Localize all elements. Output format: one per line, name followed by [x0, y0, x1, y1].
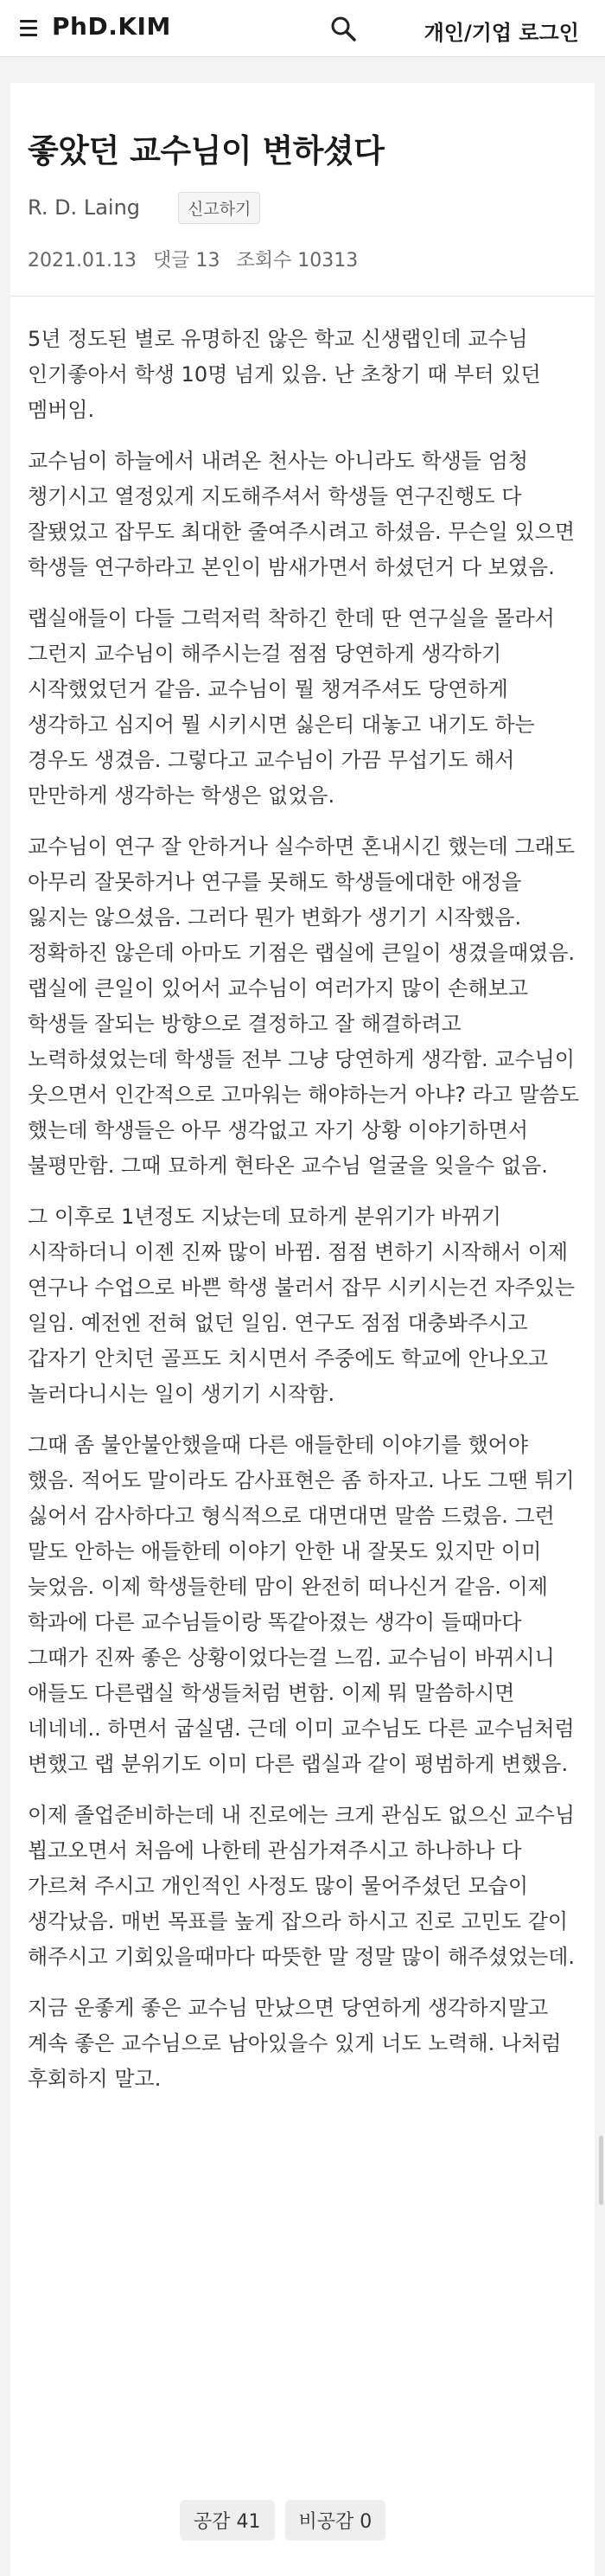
post-paragraph: 이제 졸업준비하는데 내 진로에는 크게 관심도 없으신 교수님 뵙고오면서 처음에 나한테 관심가져주시고 하나하나 다 가르쳐 주시고 개인적인 사정도 많이 물어주셨던 모습이 생각났음. 매번 목표를 높게 잡으라 하시고 진로 고민도 같이 해주시고 기회있을때마다 따뜻한 말 정말 많이 해주셨었는데. — [28, 1803, 576, 1969]
site-logo[interactable]: PhD.KIM — [52, 12, 171, 41]
post-paragraph: 랩실애들이 다들 그럭저럭 착하긴 한데 딴 연구실을 몰라서 그런지 교수님이 해주시는걸 점점 당연하게 생각하기 시작했었던거 같음. 교수님이 뭘 챙겨주셔도 당연하게 생각하고 심지어 뭘 시키시면 싫은티 대놓고 내기도 하는 경우도 생겼음. 그렇다고 교수님이 가끔 무섭기도 해서 만만하게 생각하는 학생은 없었음. — [28, 606, 555, 808]
view-count: 조회수 10313 — [236, 250, 359, 272]
hamburger-menu-icon[interactable] — [16, 17, 41, 38]
like-button[interactable]: 공감 41 — [180, 2500, 275, 2541]
post-body — [28, 322, 581, 2113]
comment-count[interactable]: 댓글 13 — [152, 250, 220, 272]
top-navigation-bar — [0, 0, 605, 57]
reaction-bar — [180, 2500, 385, 2541]
post-paragraph: 교수님이 연구 잘 안하거나 실수하면 혼내시긴 했는데 그래도 아무리 잘못하거나 연구를 못해도 학생들에대한 애정을 잃지는 않으셨음. 그러다 뭔가 변화가 생기기 시작했음. 정확하진 않은데 아마도 기점은 랩실에 큰일이 생겼을때였음. 랩실에 큰일이 있어서 교수님이 여러가지 많이 손해보고 학생들 잘되는 방향으로 결정하고 잘 해결하려고 노력하셨었는데 학생들 전부 그냥 당연하게 생각함. 교수님이 웃으면서 인간적으로 고마워는 해야하는거 아냐? 라고 말씀도 했는데 학생들은 아무 생각없고 자기 상황 이야기하면서 불평만함. 그때 묘하게 현타온 교수님 얼굴을 잊을수 없음. — [28, 834, 580, 1178]
post-card — [10, 83, 595, 2576]
report-button[interactable]: 신고하기 — [178, 192, 260, 224]
search-icon[interactable] — [328, 14, 358, 43]
post-paragraph: 지금 운좋게 좋은 교수님 만났으면 당연하게 생각하지말고 계속 좋은 교수님으로 남아있을수 있게 너도 노력해. 나처럼 후회하지 말고. — [28, 1996, 562, 2091]
post-author[interactable]: R. D. Laing — [28, 195, 141, 220]
post-paragraph: 그 이후로 1년정도 지났는데 묘하게 분위기가 바뀌기 시작하더니 이젠 진짜 많이 바뀜. 점점 변하기 시작해서 이제 연구나 수업으로 바쁜 학생 불러서 잡무 시키시는건 자주있는 일임. 예전엔 전혀 없던 일임. 연구도 점점 대충봐주시고 갑자기 안치던 골프도 치시면서 주중에도 학교에 안나오고 놀러다니시는 일이 생기기 시작함. — [28, 1205, 576, 1406]
scrollbar-thumb[interactable] — [599, 2136, 603, 2205]
post-title: 좋았던 교수님이 변하셨다 — [28, 132, 385, 169]
post-paragraph: 그때 좀 불안불안했을때 다른 애들한테 이야기를 했어야 했음. 적어도 말이라도 감사표현은 좀 하자고. 나도 그땐 튀기 싫어서 감사하다고 형식적으로 대면대면 말씀 드렸음. 그런 말도 안하는 애들한테 이야기 안한 내 잘못도 있지만 이미 늦었음. 이제 학생들한테 맘이 완전히 떠나신거 같음. 이제 학과에 다른 교수님들이랑 똑같아졌는 생각이 들때마다 그때가 진짜 좋은 상황이었다는걸 느낌. 교수님이 바뀌시니 애들도 다른랩실 학생들처럼 변함. 이제 뭐 말씀하시면 네네네.. 하면서 굽실댐. 근데 이미 교수님도 다른 교수님처럼 변했고 랩 분위기도 이미 다른 랩실과 같이 평범하게 변했음. — [28, 1433, 575, 1776]
login-link[interactable]: 개인/기업 로그인 — [424, 21, 579, 45]
post-paragraph: 교수님이 하늘에서 내려온 천사는 아니라도 학생들 엄청 챙기시고 열정있게 지도해주셔서 학생들 연구진행도 다 잘됐었고 잡무도 최대한 줄여주시려고 하셨음. 무슨일 있으면 학생들 연구하라고 본인이 밤새가면서 하셨던거 다 보였음. — [28, 449, 576, 579]
post-meta — [28, 246, 368, 272]
post-paragraph: 5년 정도된 별로 유명하진 않은 학교 신생랩인데 교수님 인기좋아서 학생 10명 넘게 있음. 난 초창기 때 부터 있던 멤버임. — [28, 327, 541, 422]
post-date: 2021.01.13 — [28, 250, 137, 272]
divider — [10, 296, 595, 297]
dislike-button[interactable]: 비공감 0 — [285, 2500, 386, 2541]
